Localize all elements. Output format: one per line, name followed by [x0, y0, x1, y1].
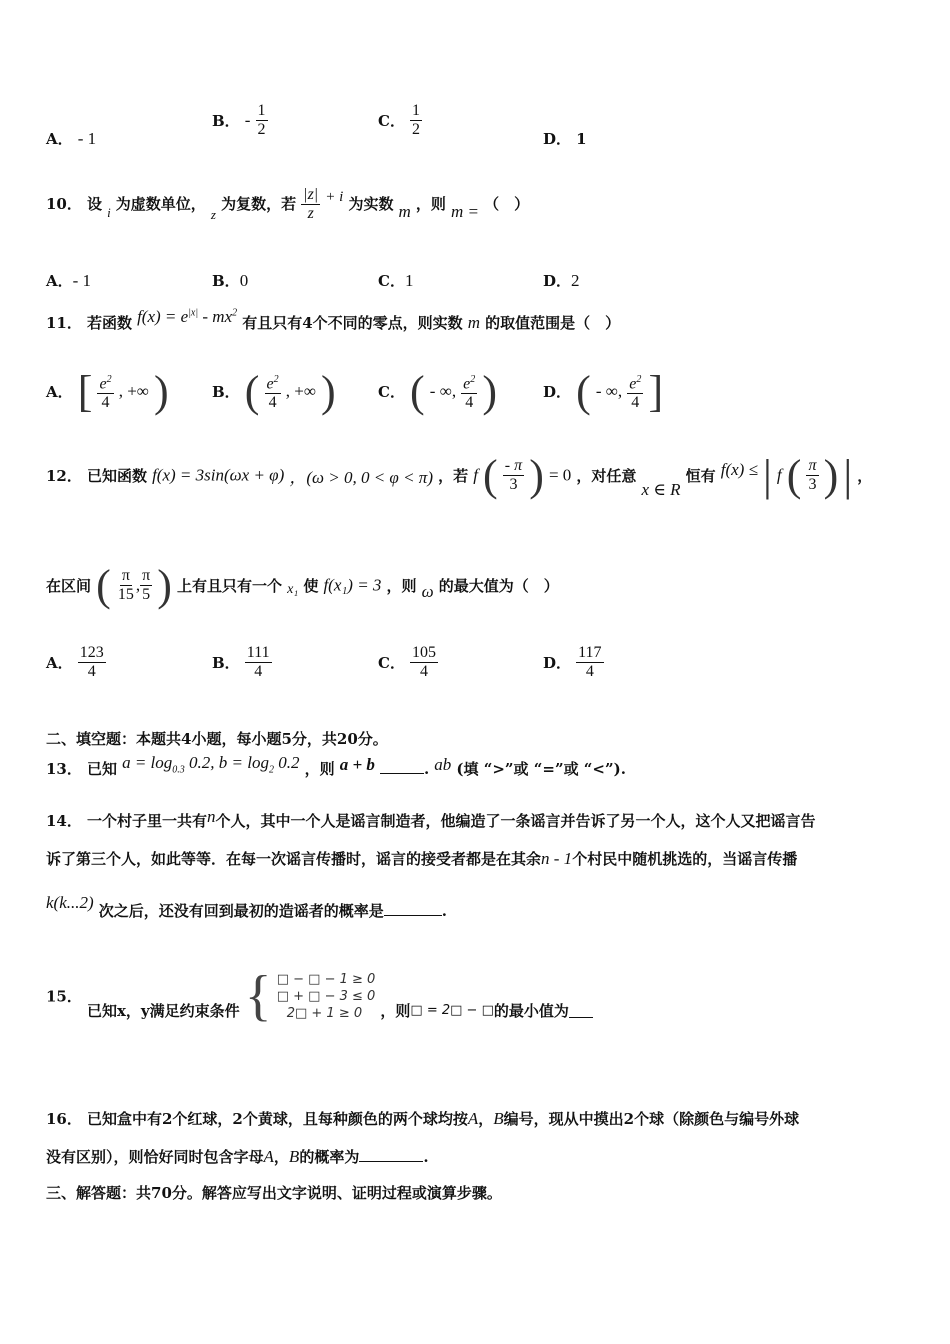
math-A: A — [467, 1109, 479, 1128]
option-label: C． — [378, 112, 405, 130]
numerator: 1 — [257, 102, 266, 119]
paren-left: ( — [483, 451, 498, 500]
math-f: f — [473, 465, 478, 485]
option-label: D． — [543, 383, 572, 401]
interval-part: , +∞ — [285, 381, 316, 401]
bracket-left: ( — [244, 367, 260, 416]
numerator: 105 — [412, 644, 437, 661]
exponent: |x| — [188, 307, 199, 319]
base: 0.3 — [172, 764, 185, 776]
interval-part: , +∞ — [118, 381, 149, 401]
square: 2 — [232, 307, 238, 319]
text: 为虚数单位， — [115, 195, 206, 213]
numerator: π — [121, 567, 130, 584]
question-11 — [46, 307, 621, 333]
math-f: f — [776, 465, 782, 485]
denominator: 3 — [509, 476, 518, 493]
option-label: D． — [543, 654, 572, 672]
numerator: 117 — [578, 644, 602, 661]
answer-blank[interactable] — [359, 1161, 423, 1162]
text: 使 — [303, 577, 319, 595]
constraint-system — [245, 964, 376, 1028]
text: 次之后，还没有回到最初的造谣者的概率是 — [98, 902, 384, 920]
option-label: A． — [46, 383, 73, 401]
expr: 0.2 — [273, 753, 300, 772]
question-number: 16． — [46, 1110, 82, 1128]
text: 为复数，若 — [221, 195, 297, 213]
denominator: 4 — [585, 663, 594, 680]
comma: , — [135, 575, 141, 595]
bracket-right: ) — [482, 367, 498, 416]
text: 诉了第三个人，如此等等．在每一次谣言传播时，谣言的接受者都是在其余 — [46, 850, 542, 868]
q9-option-c — [378, 102, 422, 139]
constraint-3: 2□ + 1 ≥ 0 — [286, 1005, 363, 1021]
text: ，则 — [415, 195, 446, 213]
question-number: 10． — [46, 195, 82, 213]
text: ， — [478, 1110, 494, 1128]
text: 的概率为 — [299, 1148, 360, 1166]
option-fraction — [256, 102, 268, 139]
text: 已知 — [86, 760, 117, 778]
math-condition: ，(ω > 0, 0 < φ < π) — [289, 468, 433, 487]
numerator: |z| — [303, 186, 319, 203]
option-value: 0 — [239, 271, 249, 290]
text: 的取值范围是（ ） — [485, 314, 621, 332]
expr: 0.2, b = log — [184, 753, 269, 772]
option-label: D． — [543, 130, 572, 148]
math-n-minus-1: n - 1 — [541, 849, 573, 868]
fraction-e2-4: $\frac{e^2}{4}$ — [461, 371, 477, 412]
fraction-pi-5 — [140, 567, 152, 604]
math-eq0: = 0 — [548, 465, 572, 485]
math-n: n — [206, 807, 216, 826]
option-fraction — [78, 644, 106, 681]
question-12-line-2 — [46, 560, 559, 611]
question-number: 13． — [46, 760, 82, 778]
q12-option-b — [212, 644, 272, 681]
abs-left: | — [763, 451, 772, 500]
question-14-line-1 — [46, 807, 816, 831]
text: 设 — [86, 195, 102, 213]
math-fx1: f(x₁) = 3 — [323, 575, 382, 595]
math-function: f(x) = 3sin(ωx + φ) — [152, 465, 285, 485]
option-label: B． — [212, 383, 240, 401]
question-14-line-3 — [46, 893, 448, 921]
option-label: C． — [378, 654, 405, 672]
text: ，则 — [304, 760, 335, 778]
option-sign: - — [244, 110, 251, 130]
question-15 — [46, 964, 593, 1028]
fraction-e2-4: $\frac{e^2}{4}$ — [265, 371, 281, 412]
bracket-left: [ — [77, 367, 93, 416]
denominator: 2 — [412, 121, 421, 138]
denominator: 2 — [257, 121, 266, 138]
math-m-eq: m = — [451, 202, 480, 221]
fraction-neg-pi-3 — [503, 457, 524, 494]
question-10 — [46, 186, 529, 223]
question-13 — [46, 753, 626, 781]
denominator: 15 — [117, 586, 134, 603]
option-label: B． — [212, 112, 240, 130]
text: 的最小值为 — [493, 1001, 569, 1020]
option-value: - 1 — [72, 271, 92, 290]
math-A: A — [263, 1147, 274, 1166]
section-3-heading: 三、解答题：共70分。解答应写出文字说明、证明过程或演算步骤。 — [46, 1184, 502, 1202]
option-label: B． — [212, 654, 240, 672]
paren-left: ( — [786, 451, 802, 500]
text: . — [423, 1148, 429, 1166]
text: 个人，其中一个人是谣言制造者，他编造了一条谣言并告诉了另一个人，这个人又把谣言告 — [215, 812, 816, 830]
math-z: z — [210, 207, 216, 222]
math-expression — [122, 753, 300, 776]
text: (填 “>”或 “=”或 “<”). — [456, 760, 626, 778]
text: ， — [273, 1148, 289, 1166]
question-14-line-2 — [46, 848, 797, 869]
q10-option-c — [378, 270, 413, 291]
q10-option-a — [46, 270, 91, 291]
text: ，则 — [380, 1001, 411, 1020]
option-value: 2 — [571, 271, 580, 290]
math-function — [137, 307, 237, 326]
math-x-in-R: x ∈ R — [641, 479, 681, 499]
question-number: 14． — [46, 812, 82, 830]
denominator: 3 — [808, 476, 817, 493]
objective-expression: □ = 2□ − □ — [410, 1002, 494, 1018]
text: 没有区别），则恰好同时包含字母 — [46, 1148, 264, 1166]
constraint-lines — [277, 971, 376, 1022]
constraint-2: □ + □ − 3 ≤ 0 — [276, 988, 376, 1004]
option-value: 1 — [576, 130, 587, 148]
numerator: π — [142, 567, 151, 584]
interval-part: - ∞, — [595, 381, 623, 401]
question-16-line-2 — [46, 1146, 429, 1167]
q9-option-d — [543, 128, 587, 149]
math-k: k(k...2) — [46, 893, 94, 912]
interval-part: - ∞, — [429, 381, 457, 401]
answer-paren: （ ） — [484, 195, 530, 213]
math-B: B — [288, 1147, 300, 1166]
text: ，对任意 — [576, 467, 637, 485]
fraction-absz-over-z — [301, 186, 320, 223]
math-B: B — [493, 1109, 504, 1128]
constraint-1: □ − □ − 1 ≥ 0 — [276, 971, 376, 987]
option-label: B． — [212, 272, 240, 290]
fraction-pi-15 — [116, 567, 136, 604]
q12-option-d — [543, 644, 604, 681]
expr: a = log — [122, 753, 173, 772]
math-plus-i: + i — [325, 189, 344, 205]
text: 已知x，y满足约束条件 — [86, 1001, 240, 1020]
section-2-heading: 二、填空题：本题共4小题，每小题5分，共20分。 — [46, 730, 388, 748]
fraction-e2-4: $\frac{e^2}{4}$ — [97, 371, 113, 412]
fraction-e2-4: $\frac{e^2}{4}$ — [627, 371, 643, 412]
text: ，则 — [386, 577, 417, 595]
denominator: 4 — [420, 663, 429, 680]
text: 上有且只有一个 — [177, 577, 283, 595]
math-omega: ω — [421, 581, 434, 601]
bracket-left: ( — [410, 367, 425, 416]
question-16-line-1 — [46, 1108, 799, 1129]
option-fraction — [410, 644, 438, 681]
option-value: 1 — [404, 271, 414, 290]
q12-option-c — [378, 644, 438, 681]
option-label: D． — [543, 272, 572, 290]
question-number: 12． — [46, 467, 82, 485]
denominator: 4 — [254, 663, 263, 680]
option-fraction — [576, 644, 603, 681]
answer-blank[interactable] — [569, 1003, 593, 1018]
option-fraction — [410, 102, 422, 139]
question-number: 15． — [46, 987, 82, 1006]
text: 已知盒中有2个红球，2个黄球，且每种颜色的两个球均按 — [86, 1110, 468, 1128]
q9-option-b — [212, 102, 268, 139]
math-m: m — [398, 202, 411, 221]
q12-option-a — [46, 644, 106, 681]
answer-blank[interactable] — [380, 773, 424, 774]
math-x1: x₁ — [287, 581, 299, 597]
text: 个村民中随机挑选的，当谣言传播 — [572, 850, 798, 868]
option-value: - 1 — [77, 129, 97, 148]
base: 2 — [268, 764, 274, 776]
brace: { — [244, 965, 272, 1027]
q11-option-d — [543, 366, 663, 417]
math-a-plus-b: a + b — [339, 755, 375, 774]
numerator: 123 — [79, 644, 104, 661]
denominator: 5 — [142, 586, 151, 603]
bracket-right: ) — [321, 367, 336, 416]
text: 的最大值为（ ） — [438, 577, 559, 595]
paren-right: ) — [529, 451, 544, 500]
text: 恒有 — [685, 467, 716, 485]
paren-right: ) — [823, 451, 839, 500]
minus-term: - mx — [198, 307, 233, 326]
bracket-right: ] — [648, 367, 664, 416]
q9-option-a — [46, 128, 96, 149]
text: 编号，现从中摸出2个球（除颜色与编号外球 — [503, 1110, 800, 1128]
math-m: m — [467, 313, 481, 332]
math-i: i — [107, 205, 111, 220]
text: . — [441, 902, 448, 920]
abs-right: | — [843, 451, 853, 500]
q11-option-c — [378, 366, 497, 417]
paren-left: ( — [96, 561, 111, 610]
question-12 — [46, 450, 872, 501]
text: 有且只有4个不同的零点，则实数 — [242, 314, 463, 332]
q10-option-b — [212, 270, 248, 291]
option-label: A． — [46, 130, 73, 148]
text: 为实数 — [348, 195, 394, 213]
answer-blank[interactable] — [384, 915, 442, 916]
text: . — [423, 760, 430, 778]
q11-option-b — [212, 366, 336, 417]
option-fraction — [245, 644, 272, 681]
denominator: z — [307, 205, 314, 222]
numerator: - π — [504, 457, 523, 474]
q11-option-a — [46, 366, 169, 417]
bracket-left: ( — [576, 367, 591, 416]
text: ， — [857, 467, 873, 485]
option-label: C． — [378, 272, 405, 290]
numerator: π — [808, 457, 817, 474]
text: ，若 — [438, 467, 469, 485]
option-label: A． — [46, 654, 73, 672]
numerator: 1 — [412, 102, 421, 119]
question-number: 11． — [46, 314, 82, 332]
text: 若函数 — [86, 314, 132, 332]
option-label: C． — [378, 383, 405, 401]
func: f(x) = e — [137, 307, 189, 326]
text: 在区间 — [46, 577, 92, 595]
bracket-right: ) — [154, 367, 169, 416]
paren-right: ) — [157, 561, 172, 610]
math-ab: ab — [434, 755, 452, 774]
denominator: 4 — [87, 663, 96, 680]
math-fx-le: f(x) ≤ — [720, 459, 758, 479]
text: 已知函数 — [86, 467, 147, 485]
text: 一个村子里一共有 — [86, 812, 207, 830]
option-label: A． — [46, 272, 73, 290]
numerator: 111 — [246, 644, 270, 661]
q10-option-d — [543, 270, 580, 291]
fraction-pi-3 — [806, 457, 818, 494]
